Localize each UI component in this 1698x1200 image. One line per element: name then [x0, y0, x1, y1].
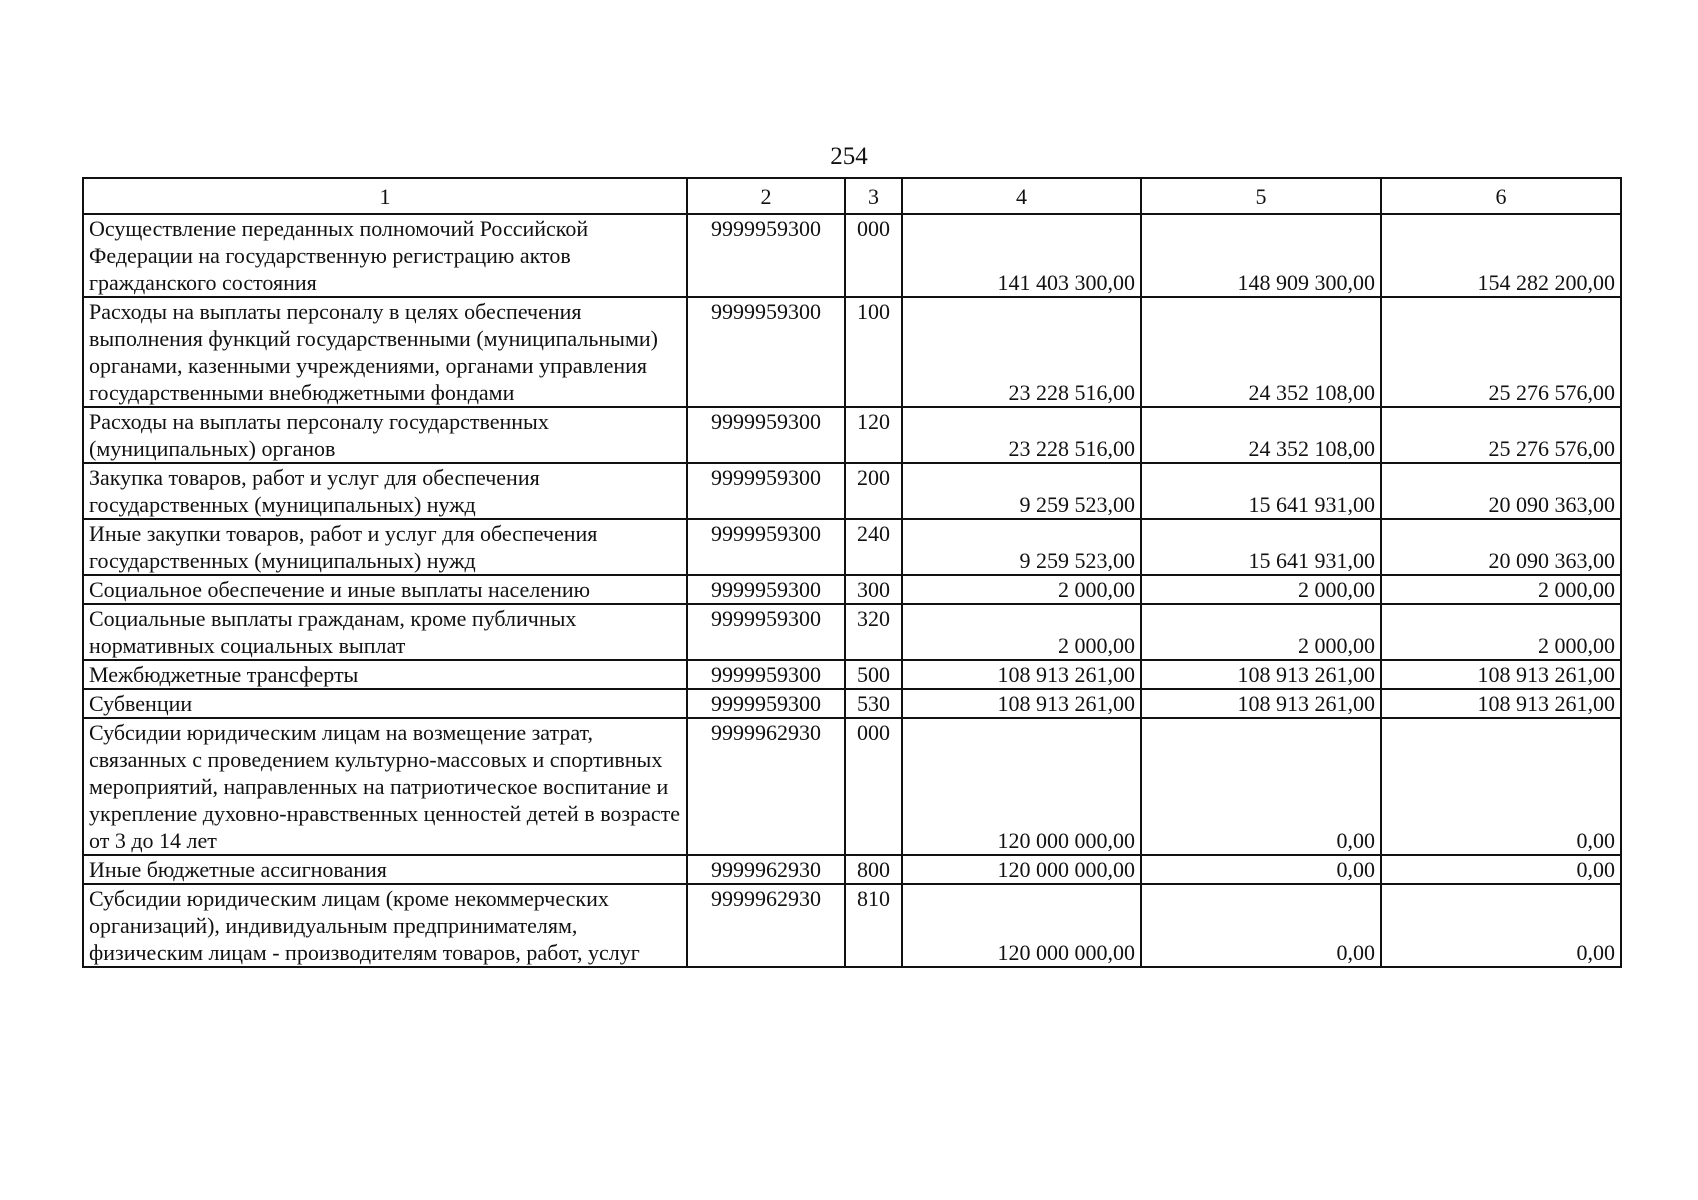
- row-name: Осуществление переданных полномочий Российской Федерации на государственную регистрацию актов гражданского состояния: [83, 214, 687, 297]
- row-target-code: 9999959300: [687, 297, 845, 407]
- column-header-4: 4: [902, 178, 1141, 214]
- row-name: Субсидии юридическим лицам (кроме некоммерческих организаций), индивидуальным предпринимателям, физическим лицам - производителям товаров, работ, услуг: [83, 884, 687, 967]
- row-name: Межбюджетные трансферты: [83, 660, 687, 689]
- row-value-6: 0,00: [1381, 855, 1621, 884]
- column-header-2: 2: [687, 178, 845, 214]
- row-value-4: 23 228 516,00: [902, 297, 1141, 407]
- header-row: [83, 178, 1621, 214]
- row-target-code: 9999959300: [687, 604, 845, 660]
- row-name: Иные закупки товаров, работ и услуг для обеспечения государственных (муниципальных) нужд: [83, 519, 687, 575]
- row-target-code: 9999962930: [687, 718, 845, 855]
- table-row: [83, 884, 1621, 967]
- row-expense-kind: 000: [845, 718, 902, 855]
- table-row: [83, 519, 1621, 575]
- row-value-6: 0,00: [1381, 718, 1621, 855]
- row-name: Субвенции: [83, 689, 687, 718]
- column-header-5: 5: [1141, 178, 1381, 214]
- row-value-6: 25 276 576,00: [1381, 297, 1621, 407]
- row-target-code: 9999959300: [687, 660, 845, 689]
- row-value-6: 25 276 576,00: [1381, 407, 1621, 463]
- row-expense-kind: 000: [845, 214, 902, 297]
- table-body: [83, 214, 1621, 967]
- row-name: Иные бюджетные ассигнования: [83, 855, 687, 884]
- row-value-6: 154 282 200,00: [1381, 214, 1621, 297]
- row-value-4: 108 913 261,00: [902, 660, 1141, 689]
- row-target-code: 9999959300: [687, 463, 845, 519]
- row-value-5: 0,00: [1141, 884, 1381, 967]
- row-expense-kind: 500: [845, 660, 902, 689]
- row-value-6: 108 913 261,00: [1381, 660, 1621, 689]
- table-row: [83, 660, 1621, 689]
- row-value-5: 2 000,00: [1141, 604, 1381, 660]
- row-value-4: 141 403 300,00: [902, 214, 1141, 297]
- row-value-5: 108 913 261,00: [1141, 689, 1381, 718]
- page-number: 254: [830, 143, 868, 170]
- row-target-code: 9999962930: [687, 884, 845, 967]
- row-value-5: 24 352 108,00: [1141, 407, 1381, 463]
- row-value-5: 148 909 300,00: [1141, 214, 1381, 297]
- row-value-4: 2 000,00: [902, 604, 1141, 660]
- row-value-5: 0,00: [1141, 718, 1381, 855]
- budget-table: [82, 177, 1622, 968]
- row-expense-kind: 120: [845, 407, 902, 463]
- table-row: [83, 407, 1621, 463]
- table-row: [83, 297, 1621, 407]
- table-row: [83, 214, 1621, 297]
- row-target-code: 9999959300: [687, 214, 845, 297]
- row-name: Социальные выплаты гражданам, кроме публичных нормативных социальных выплат: [83, 604, 687, 660]
- row-value-4: 23 228 516,00: [902, 407, 1141, 463]
- row-expense-kind: 200: [845, 463, 902, 519]
- table-row: [83, 855, 1621, 884]
- row-value-5: 24 352 108,00: [1141, 297, 1381, 407]
- row-name: Закупка товаров, работ и услуг для обеспечения государственных (муниципальных) нужд: [83, 463, 687, 519]
- table-row: [83, 718, 1621, 855]
- row-value-5: 15 641 931,00: [1141, 463, 1381, 519]
- row-value-4: 120 000 000,00: [902, 855, 1141, 884]
- row-value-4: 2 000,00: [902, 575, 1141, 604]
- table-row: [83, 463, 1621, 519]
- row-value-5: 108 913 261,00: [1141, 660, 1381, 689]
- column-header-6: 6: [1381, 178, 1621, 214]
- row-name: Социальное обеспечение и иные выплаты населению: [83, 575, 687, 604]
- row-target-code: 9999959300: [687, 407, 845, 463]
- row-expense-kind: 810: [845, 884, 902, 967]
- row-value-6: 2 000,00: [1381, 604, 1621, 660]
- row-value-5: 2 000,00: [1141, 575, 1381, 604]
- row-value-4: 9 259 523,00: [902, 463, 1141, 519]
- row-name: Расходы на выплаты персоналу государственных (муниципальных) органов: [83, 407, 687, 463]
- row-value-5: 15 641 931,00: [1141, 519, 1381, 575]
- table-row: [83, 575, 1621, 604]
- row-value-4: 120 000 000,00: [902, 718, 1141, 855]
- row-value-6: 20 090 363,00: [1381, 463, 1621, 519]
- row-name: Расходы на выплаты персоналу в целях обеспечения выполнения функций государственными (муниципальными) органами, казенными учреждениями, органами управления государственными внебюджетными фондами: [83, 297, 687, 407]
- row-value-6: 108 913 261,00: [1381, 689, 1621, 718]
- row-value-4: 120 000 000,00: [902, 884, 1141, 967]
- row-expense-kind: 100: [845, 297, 902, 407]
- row-expense-kind: 300: [845, 575, 902, 604]
- row-value-6: 0,00: [1381, 884, 1621, 967]
- row-expense-kind: 530: [845, 689, 902, 718]
- table-row: [83, 604, 1621, 660]
- row-expense-kind: 320: [845, 604, 902, 660]
- row-expense-kind: 800: [845, 855, 902, 884]
- row-value-5: 0,00: [1141, 855, 1381, 884]
- row-target-code: 9999959300: [687, 519, 845, 575]
- row-value-6: 2 000,00: [1381, 575, 1621, 604]
- row-name: Субсидии юридическим лицам на возмещение затрат, связанных с проведением культурно-массовых и спортивных мероприятий, направленных на патриотическое воспитание и укрепление духовно-нравственных ценностей детей в возрасте от 3 до 14 лет: [83, 718, 687, 855]
- row-target-code: 9999959300: [687, 689, 845, 718]
- row-target-code: 9999962930: [687, 855, 845, 884]
- row-value-4: 108 913 261,00: [902, 689, 1141, 718]
- column-header-3: 3: [845, 178, 902, 214]
- table-header: [83, 178, 1621, 214]
- row-expense-kind: 240: [845, 519, 902, 575]
- column-header-1: 1: [83, 178, 687, 214]
- table-row: [83, 689, 1621, 718]
- row-target-code: 9999959300: [687, 575, 845, 604]
- row-value-4: 9 259 523,00: [902, 519, 1141, 575]
- row-value-6: 20 090 363,00: [1381, 519, 1621, 575]
